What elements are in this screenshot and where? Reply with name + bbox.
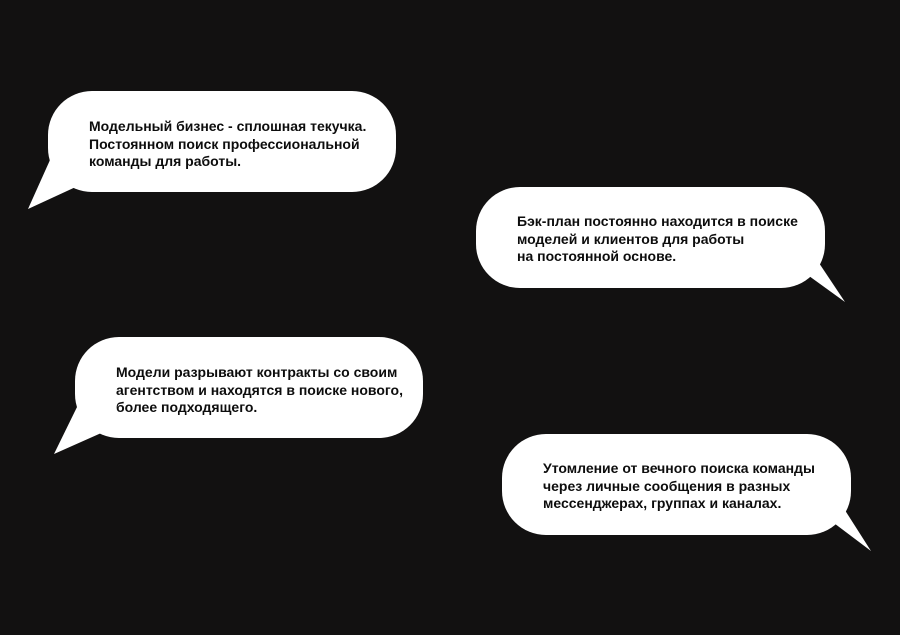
speech-bubble [75,337,423,438]
bubble-text-line: на постоянной основе. [517,248,677,264]
bubble-text-line: Утомление от вечного поиска команды [543,460,815,476]
bubble-text-line: команды для работы. [89,153,242,169]
bubble-text-line: мессенджерах, группах и каналах. [543,495,782,511]
bubble-text-line: агентством и находятся в поиске нового, [116,381,403,398]
bubble-text-line: Модельный бизнес - сплошная текучка. [89,118,367,134]
bubble-text-line: моделей и клиентов для работы [517,230,745,247]
speech-bubble [502,434,851,535]
bubble-text-line: через личные сообщения в разных [543,477,791,494]
bubble-text-line: Модели разрывают контракты со своим [116,364,398,380]
bubble-text-line: Бэк-план постоянно находится в поиске [517,213,798,229]
bubble-text-line: более подходящего. [116,399,258,415]
speech-bubble [48,91,396,192]
bubble-text-line: Постоянном поиск профессиональной [89,135,360,152]
speech-bubble [476,187,825,288]
